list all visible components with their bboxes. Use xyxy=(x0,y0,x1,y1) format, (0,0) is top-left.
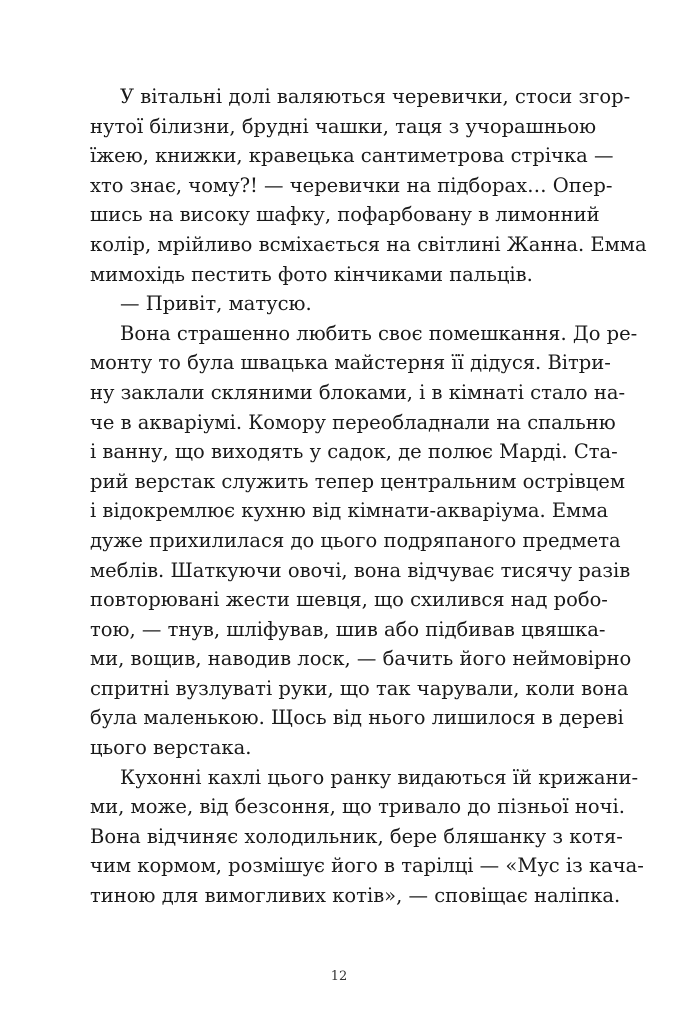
text-line: їжею, книжки, кравецька сантиметрова стрічка — xyxy=(90,144,614,168)
text-line: монту то була швацька майстерня її дідуся. Вітри- xyxy=(90,351,611,375)
text-line: ми, вощив, наводив лоск, — бачить його неймовірно xyxy=(90,647,632,671)
text-line: мимохідь пестить фото кінчиками пальців. xyxy=(90,262,533,286)
text-line: рий верстак служить тепер центральним острівцем xyxy=(90,469,625,493)
text-line: — Привіт, матусю. xyxy=(120,292,312,316)
text-line: ну заклали скляними блоками, і в кімнаті стало на- xyxy=(90,380,626,404)
text-line: спритні вузлуваті руки, що так чарували, коли вона xyxy=(90,676,629,700)
text-line: і відокремлює кухню від кімнати-акваріума. Емма xyxy=(90,499,609,523)
text-line: дуже прихилилася до цього подряпаного предмета xyxy=(90,528,621,552)
text-line: Вона страшенно любить своє помешкання. До ре- xyxy=(120,321,638,345)
text-line: че в акваріумі. Комору переобладнали на спальню xyxy=(90,410,616,434)
text-line: Вона відчиняє холодильник, бере бляшанку з котя- xyxy=(90,824,623,848)
text-line: була маленькою. Щось від нього лишилося в дереві xyxy=(90,706,624,730)
text-line: ми, може, від безсоння, що тривало до пізньої ночі. xyxy=(90,795,625,819)
text-line: шись на високу шафку, пофарбовану в лимонний xyxy=(90,203,600,227)
text-line: чим кормом, розмішує його в тарілці — «Мус із кача- xyxy=(90,854,644,878)
text-line: тиною для вимогливих котів», — сповіщає наліпка. xyxy=(90,884,621,908)
body-text xyxy=(90,82,647,911)
text-line: цього верстака. xyxy=(90,736,252,760)
text-line: меблів. Шаткуючи овочі, вона відчуває тисячу разів xyxy=(90,558,631,582)
text-line: У вітальні долі валяються черевички, стоси згор- xyxy=(120,85,631,108)
text-line: нутої білизни, брудні чашки, таця з учорашньою xyxy=(90,114,597,138)
text-line: Кухонні кахлі цього ранку видаються їй крижани- xyxy=(120,765,639,789)
page-number: 12 xyxy=(330,969,348,984)
text-line: повторювані жести шевця, що схилився над робо- xyxy=(90,588,608,612)
text-line: і ванну, що виходять у садок, де полює Марді. Ста- xyxy=(90,440,618,464)
text-line: хто знає, чому?! — черевички на підборах… Опер- xyxy=(90,173,613,197)
text-line: тою, — тнув, шліфував, шив або підбивав цвяшка- xyxy=(90,617,606,641)
text-line: колір, мрійливо всміхається на світлині Жанна. Емма xyxy=(90,232,647,256)
